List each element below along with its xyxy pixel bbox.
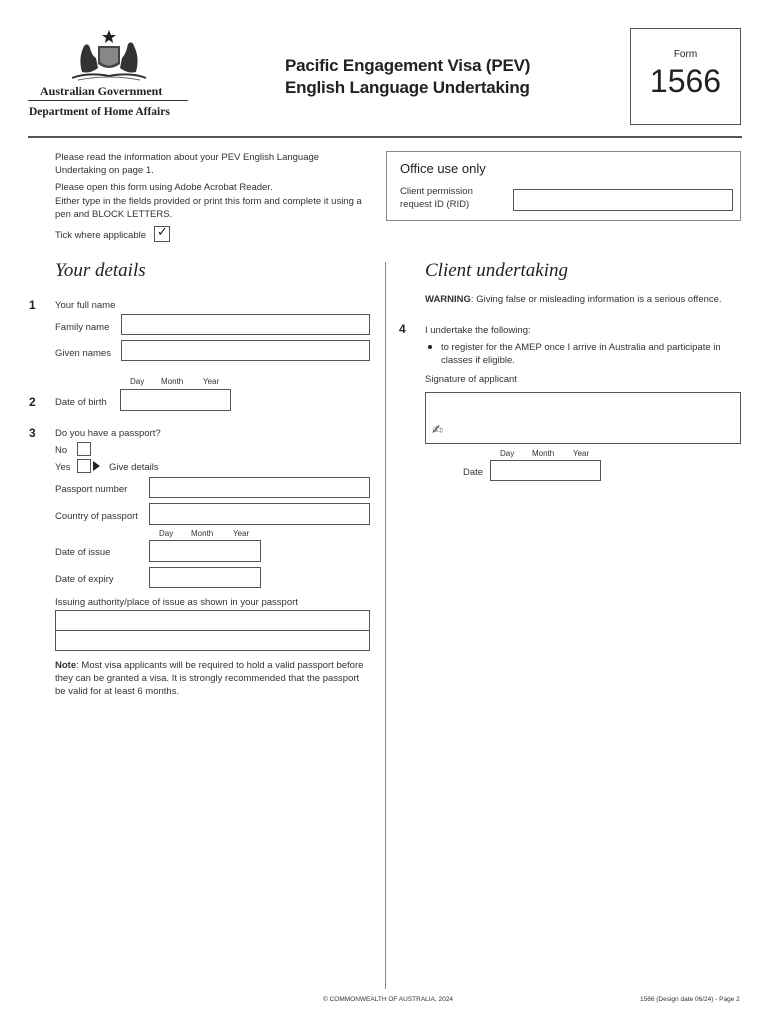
given-names-label: Given names	[55, 348, 111, 359]
q3-label: Do you have a passport?	[55, 428, 161, 439]
passport-no-checkbox[interactable]	[77, 442, 91, 456]
q1-label: Your full name	[55, 300, 116, 311]
q2-number: 2	[29, 395, 36, 409]
undertaking-bullet: to register for the AMEP once I arrive in Australia and participate in classes if eligible.	[441, 342, 721, 366]
family-name-input[interactable]	[121, 314, 370, 335]
date-of-issue-label: Date of issue	[55, 547, 111, 558]
client-undertaking-heading: Client undertaking	[425, 260, 569, 281]
issuing-authority-input-line1[interactable]	[55, 610, 370, 631]
tick-applicable-label: Tick where applicable	[55, 230, 146, 241]
column-divider	[385, 262, 386, 989]
tick-icon: ✓	[157, 225, 168, 240]
country-of-passport-label: Country of passport	[55, 511, 138, 522]
issuing-authority-label: Issuing authority/place of issue as shown in your passport	[55, 597, 298, 608]
country-of-passport-input[interactable]	[149, 503, 370, 525]
arrow-right-icon	[93, 461, 100, 471]
form-title-line2: English Language Undertaking	[285, 78, 530, 97]
gov-line: Australian Government	[40, 84, 163, 98]
footer-copyright: © COMMONWEALTH OF AUSTRALIA, 2024	[323, 996, 453, 1003]
passport-number-input[interactable]	[149, 477, 370, 498]
passport-yes-label: Yes	[55, 462, 71, 473]
dob-day-label: Day	[130, 377, 145, 386]
rid-label: Client permission request ID (RID)	[400, 186, 473, 210]
form-number: 1566	[649, 63, 722, 99]
sign-month-label: Month	[532, 449, 555, 458]
office-use-box	[386, 151, 741, 221]
form-number-box	[630, 28, 741, 125]
signature-date-input[interactable]	[490, 460, 601, 481]
coat-of-arms-logo	[68, 28, 150, 84]
q4-label: I undertake the following:	[425, 325, 531, 336]
dob-month-label: Month	[161, 377, 184, 386]
intro-paragraph-1: Please read the information about your PEV English Language Undertaking on page 1.	[55, 152, 320, 176]
family-name-label: Family name	[55, 322, 110, 333]
passport-yes-checkbox[interactable]	[77, 459, 91, 473]
gov-underline	[28, 100, 188, 101]
note-text: : Most visa applicants will be required to hold a valid passport before they can be granted a visa. It is strongly recommended that the passport be valid for at least 6 months.	[55, 660, 364, 697]
q1-number: 1	[29, 298, 36, 312]
date-of-expiry-label: Date of expiry	[55, 574, 114, 585]
bullet-icon	[428, 345, 432, 349]
issue-day-label: Day	[159, 529, 174, 538]
dob-input[interactable]	[120, 389, 231, 411]
warning-text	[425, 293, 745, 306]
signature-date-label: Date	[463, 467, 484, 478]
office-use-title: Office use only	[400, 161, 486, 176]
sign-day-label: Day	[500, 449, 515, 458]
passport-note	[55, 659, 370, 698]
warning-message: : Giving false or misleading information is a serious offence.	[470, 294, 722, 305]
passport-number-label: Passport number	[55, 484, 128, 495]
rid-input[interactable]	[513, 189, 733, 211]
warning-bold: WARNING	[425, 294, 471, 305]
tick-example-box	[154, 226, 170, 242]
footer-page-info: 1566 (Design date 06/24) - Page 2	[640, 996, 740, 1003]
passport-no-label: No	[55, 445, 68, 456]
issue-year-label: Year	[233, 529, 250, 538]
q4-number: 4	[399, 322, 406, 336]
intro-paragraph-2a: Please open this form using Adobe Acrobat Reader.	[55, 182, 273, 193]
date-of-issue-input[interactable]	[149, 540, 261, 562]
dob-label: Date of birth	[55, 397, 107, 408]
department-name: Department of Home Affairs	[29, 106, 170, 118]
sign-year-label: Year	[573, 449, 590, 458]
form-label: Form	[673, 49, 698, 60]
date-of-expiry-input[interactable]	[149, 567, 261, 588]
note-bold: Note	[55, 660, 77, 671]
signature-field[interactable]	[425, 392, 741, 444]
q3-number: 3	[29, 426, 36, 440]
signature-label: Signature of applicant	[425, 374, 517, 385]
form-title-line1: Pacific Engagement Visa (PEV)	[285, 56, 531, 75]
issue-month-label: Month	[191, 529, 214, 538]
give-details-label: Give details	[109, 462, 159, 473]
given-names-input[interactable]	[121, 340, 370, 361]
intro-paragraph-2b: Either type in the fields provided or print this form and complete it using a pen and BLOCK LETTERS.	[55, 196, 362, 220]
issuing-authority-input-line2[interactable]	[55, 630, 370, 651]
header-rule	[28, 136, 742, 138]
your-details-heading: Your details	[55, 260, 146, 281]
signature-pen-icon: ✍	[432, 423, 443, 438]
dob-year-label: Year	[203, 377, 220, 386]
